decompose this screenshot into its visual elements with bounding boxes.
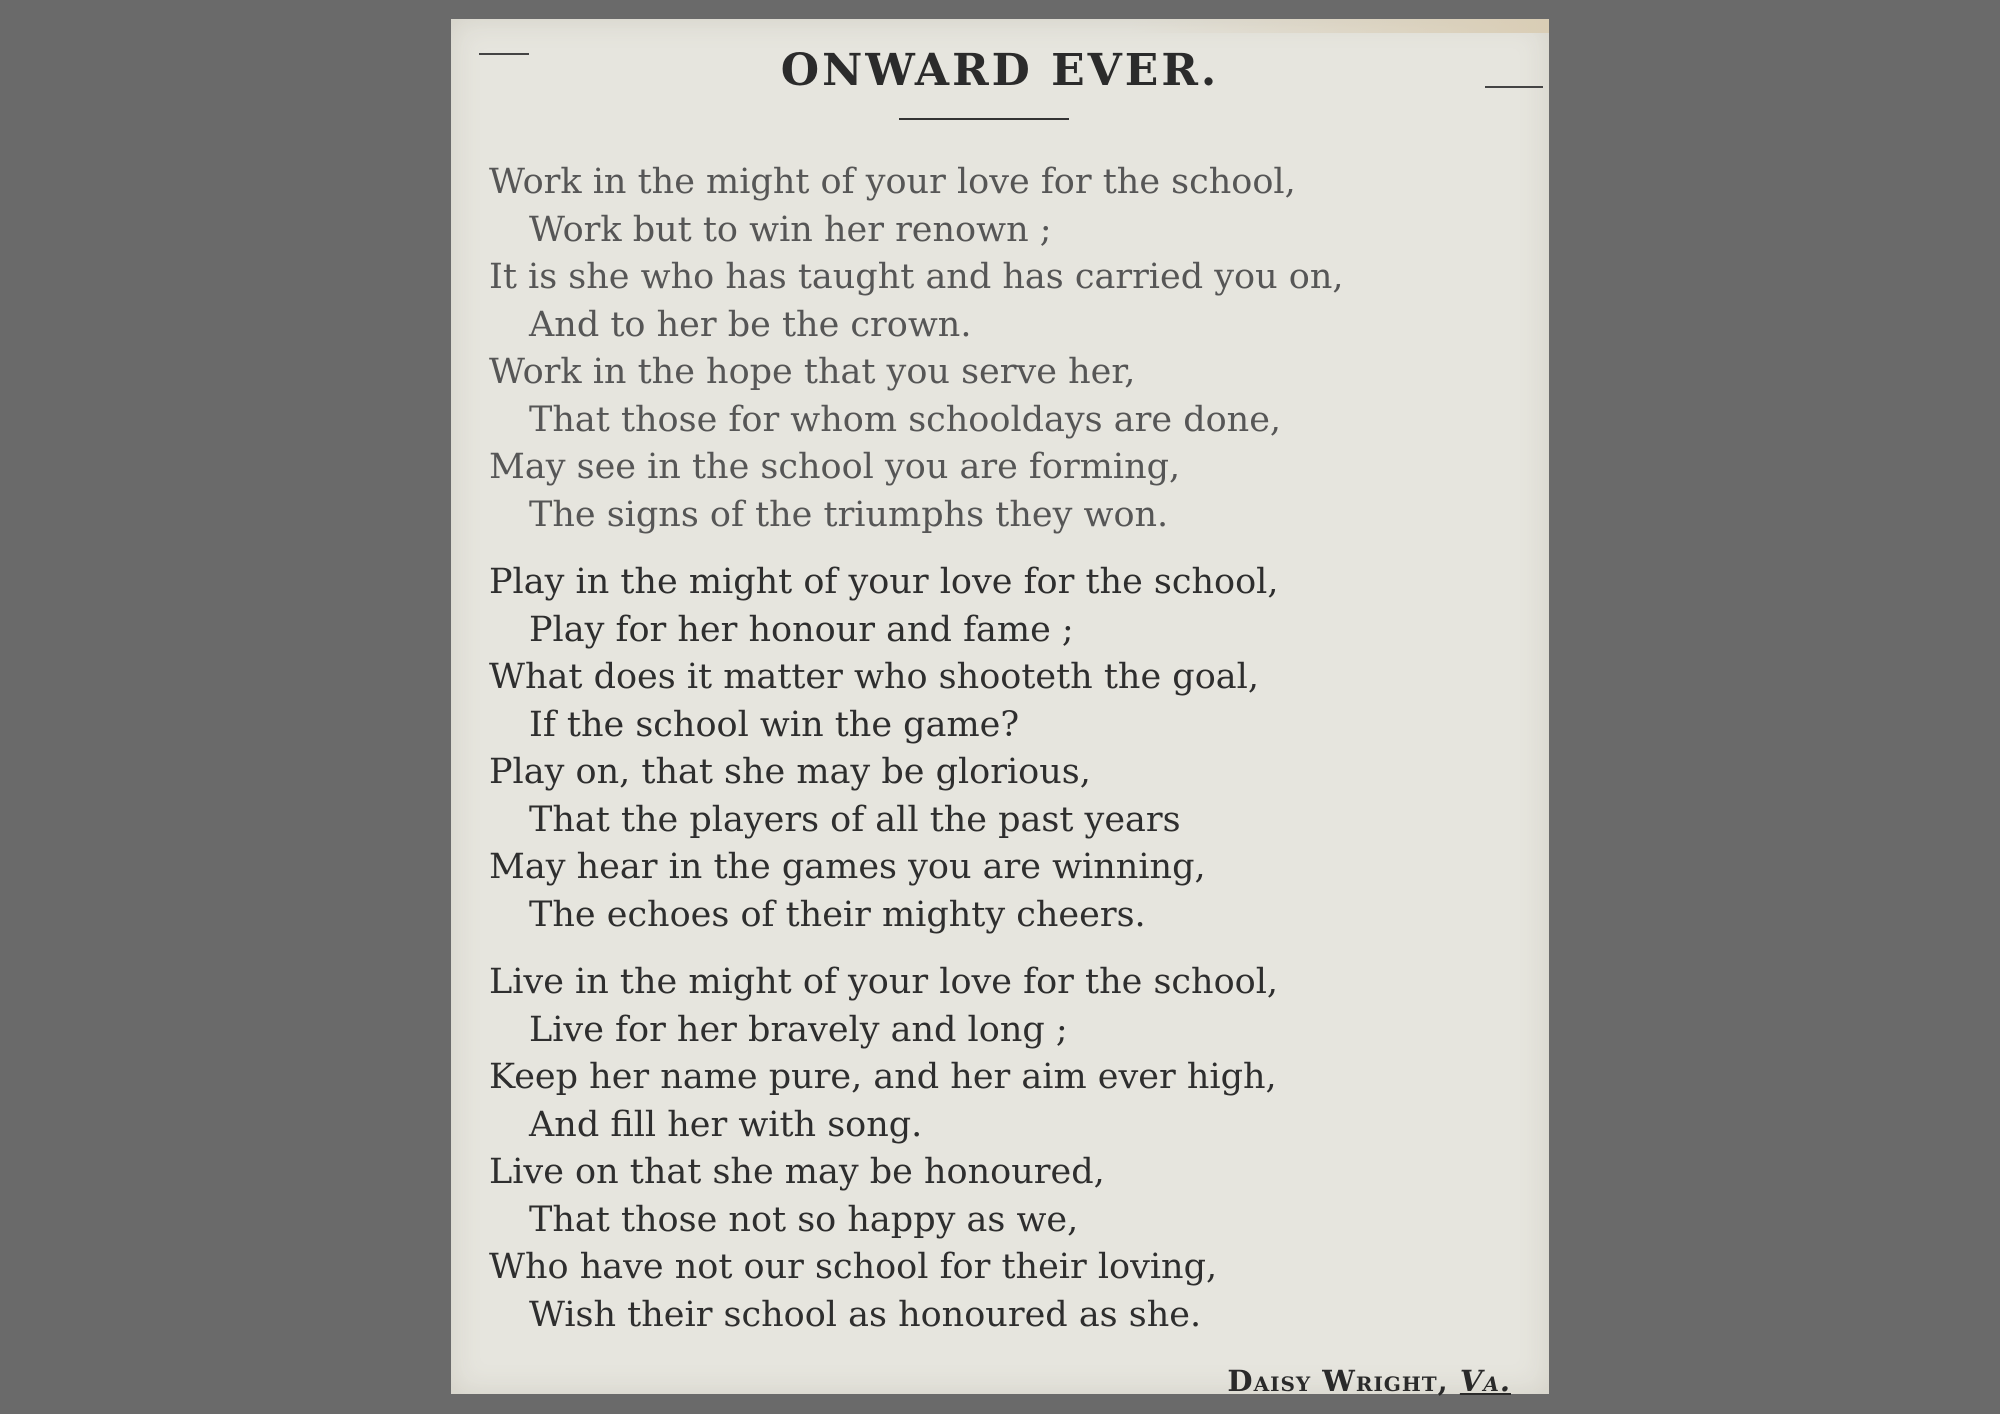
poem-line: Work in the might of your love for the school, xyxy=(489,162,1296,202)
poem-line: If the school win the game? xyxy=(529,704,1020,745)
poem-line: May see in the school you are forming, xyxy=(489,447,1181,487)
poem-line: Wish their school as honoured as she. xyxy=(529,1294,1202,1335)
paper-discoloration xyxy=(1129,19,1549,33)
poem-line: That the players of all the past years xyxy=(529,799,1181,840)
poem-line: Work but to win her renown ; xyxy=(529,209,1052,250)
author-name: Daisy Wright, xyxy=(1227,1364,1449,1398)
poem-line: What does it matter who shooteth the goal, xyxy=(489,657,1259,697)
poem-line: Live in the might of your love for the school, xyxy=(489,962,1279,1002)
poem-line: Play for her honour and fame ; xyxy=(529,609,1074,650)
poem-line: The echoes of their mighty cheers. xyxy=(529,894,1146,935)
poem-line: Work in the hope that you serve her, xyxy=(489,352,1136,392)
poem-line: Play on, that she may be glorious, xyxy=(489,752,1091,792)
stanza-3 xyxy=(489,959,1509,1339)
poem-line: Live on that she may be honoured, xyxy=(489,1152,1105,1192)
poem-line: Keep her name pure, and her aim ever high, xyxy=(489,1057,1277,1097)
poem-line: That those not so happy as we, xyxy=(529,1199,1079,1240)
poem-line: The signs of the triumphs they won. xyxy=(529,494,1169,535)
document-page xyxy=(451,19,1549,1398)
poem-line: Who have not our school for their loving, xyxy=(489,1247,1218,1287)
poem-line: May hear in the games you are winning, xyxy=(489,847,1206,887)
author-form: Va. xyxy=(1459,1364,1511,1398)
author-signature xyxy=(1227,1364,1511,1398)
stanza-1 xyxy=(489,159,1509,539)
poem-line: That those for whom schooldays are done, xyxy=(529,399,1282,440)
poem-title: ONWARD EVER. xyxy=(780,45,1220,96)
stanza-2 xyxy=(489,559,1509,939)
poem-body xyxy=(489,159,1509,1359)
poem-line: It is she who has taught and has carried you on, xyxy=(489,257,1344,297)
poem-line: And to her be the crown. xyxy=(529,304,972,345)
title-underline xyxy=(899,118,1069,120)
poem-line: Play in the might of your love for the school, xyxy=(489,562,1279,602)
poem-line: And fill her with song. xyxy=(529,1104,923,1145)
poem-line: Live for her bravely and long ; xyxy=(529,1009,1068,1050)
